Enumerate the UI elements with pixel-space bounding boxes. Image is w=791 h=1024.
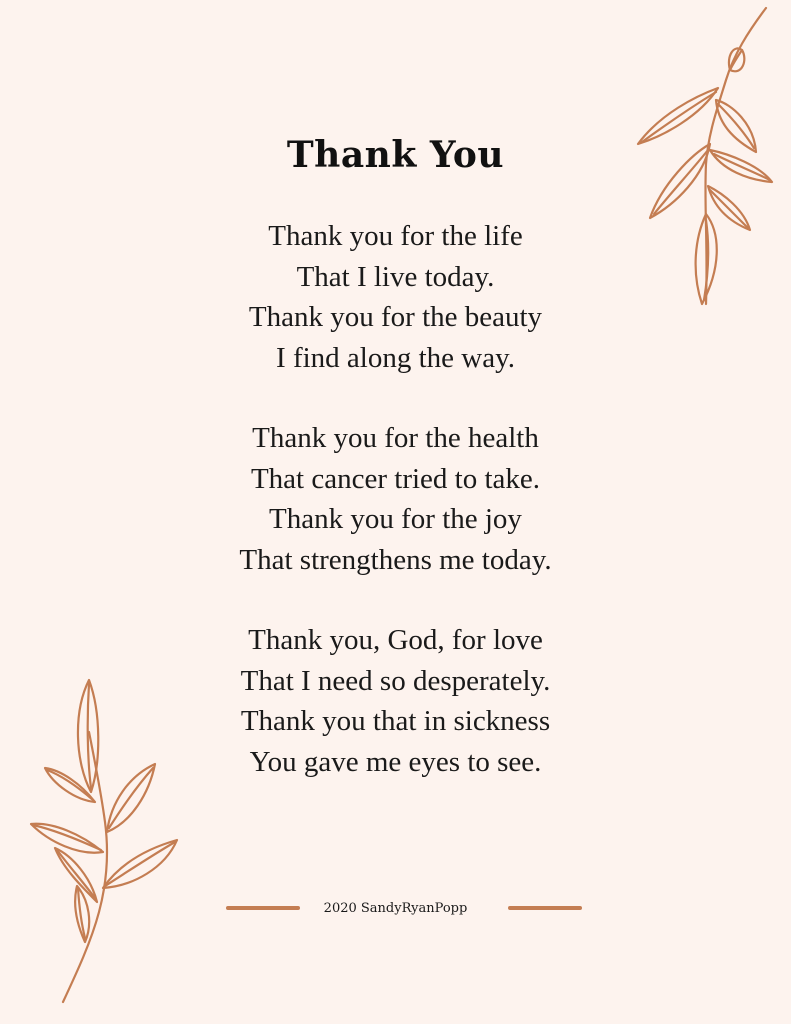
- poem-line: That I live today.: [296, 260, 495, 293]
- poem-line: Thank you that in sickness: [240, 705, 551, 737]
- divider: [508, 906, 582, 910]
- poem-line: That I need so desperately.: [240, 664, 551, 697]
- poem-line: Thank you for the beauty: [248, 301, 543, 333]
- leaf-branch-icon: [25, 672, 185, 1007]
- poem-line: Thank you for the health: [252, 422, 539, 454]
- copyright-credit: 2020 SandyRyanPopp: [323, 901, 468, 916]
- poem-title: Thank You: [286, 134, 505, 176]
- stanza: [0, 216, 791, 378]
- poem-line: Thank you, God, for love: [248, 624, 543, 656]
- stanza: [0, 418, 791, 580]
- poem-line: Thank you for the joy: [269, 503, 522, 535]
- poem-line: I find along the way.: [276, 341, 515, 374]
- poem-line: That cancer tried to take.: [250, 462, 541, 495]
- footer: [0, 898, 791, 920]
- poem-line: That strengthens me today.: [239, 543, 552, 576]
- poem-line: Thank you for the life: [268, 220, 523, 252]
- poem-line: You gave me eyes to see.: [249, 745, 542, 778]
